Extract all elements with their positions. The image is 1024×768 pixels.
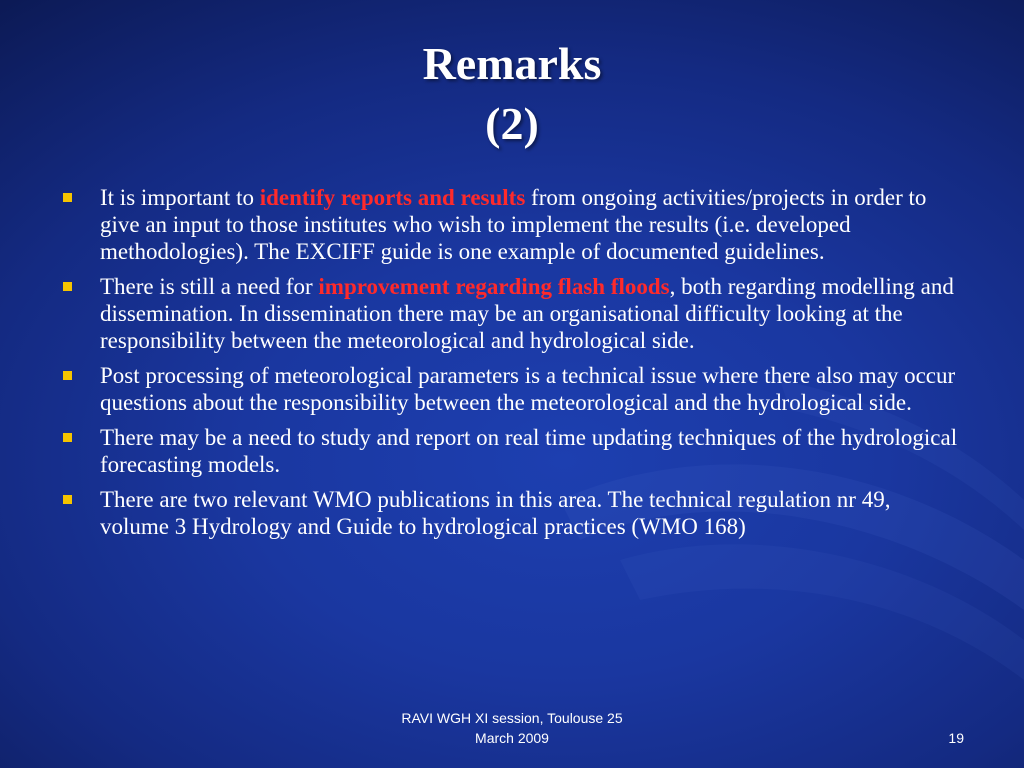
square-bullet-icon	[63, 495, 72, 504]
slide-title	[0, 34, 1024, 154]
bullet-text-post: from ongoing activities/projects in order to give an input to those institutes who wish to implement the results (i.e. developed methodologies). The EXCIFF guide is one example of documented guidelines.	[100, 185, 927, 264]
footer-line2: March 2009	[475, 730, 549, 746]
square-bullet-icon	[63, 282, 72, 291]
square-bullet-icon	[63, 371, 72, 380]
slide-title-line2: (2)	[485, 98, 539, 149]
bullet-item	[62, 184, 962, 265]
bullet-text-pre: There is still a need for	[100, 274, 319, 299]
bullet-text: There are two relevant WMO publications in this area. The technical regulation nr 49, volume 3 Hydrology and Guide to hydrological practices (WMO 168)	[100, 487, 891, 539]
bullet-text: There may be a need to study and report on real time updating techniques of the hydrological forecasting models.	[100, 425, 958, 477]
slide-title-line1: Remarks	[422, 38, 602, 89]
bullet-item	[62, 362, 962, 416]
bullet-item	[62, 273, 962, 354]
bullet-list	[62, 184, 962, 548]
footer-line1: RAVI WGH XI session, Toulouse 25	[401, 710, 623, 726]
slide-footer	[362, 708, 662, 748]
bullet-item	[62, 424, 962, 478]
bullet-text-pre: It is important to	[100, 185, 260, 210]
bullet-highlight: identify reports and results	[259, 185, 526, 210]
bullet-text-post: , both regarding modelling and dissemination. In dissemination there may be an organisational difficulty looking at the responsibility between the meteorological and hydrological side.	[100, 274, 954, 353]
square-bullet-icon	[63, 433, 72, 442]
bullet-highlight: improvement regarding flash floods	[318, 274, 670, 299]
bullet-item	[62, 486, 962, 540]
page-number: 19	[948, 730, 964, 746]
square-bullet-icon	[63, 193, 72, 202]
bullet-text: Post processing of meteorological parameters is a technical issue where there also may occur questions about the responsibility between the meteorological and the hydrological side.	[100, 363, 956, 415]
